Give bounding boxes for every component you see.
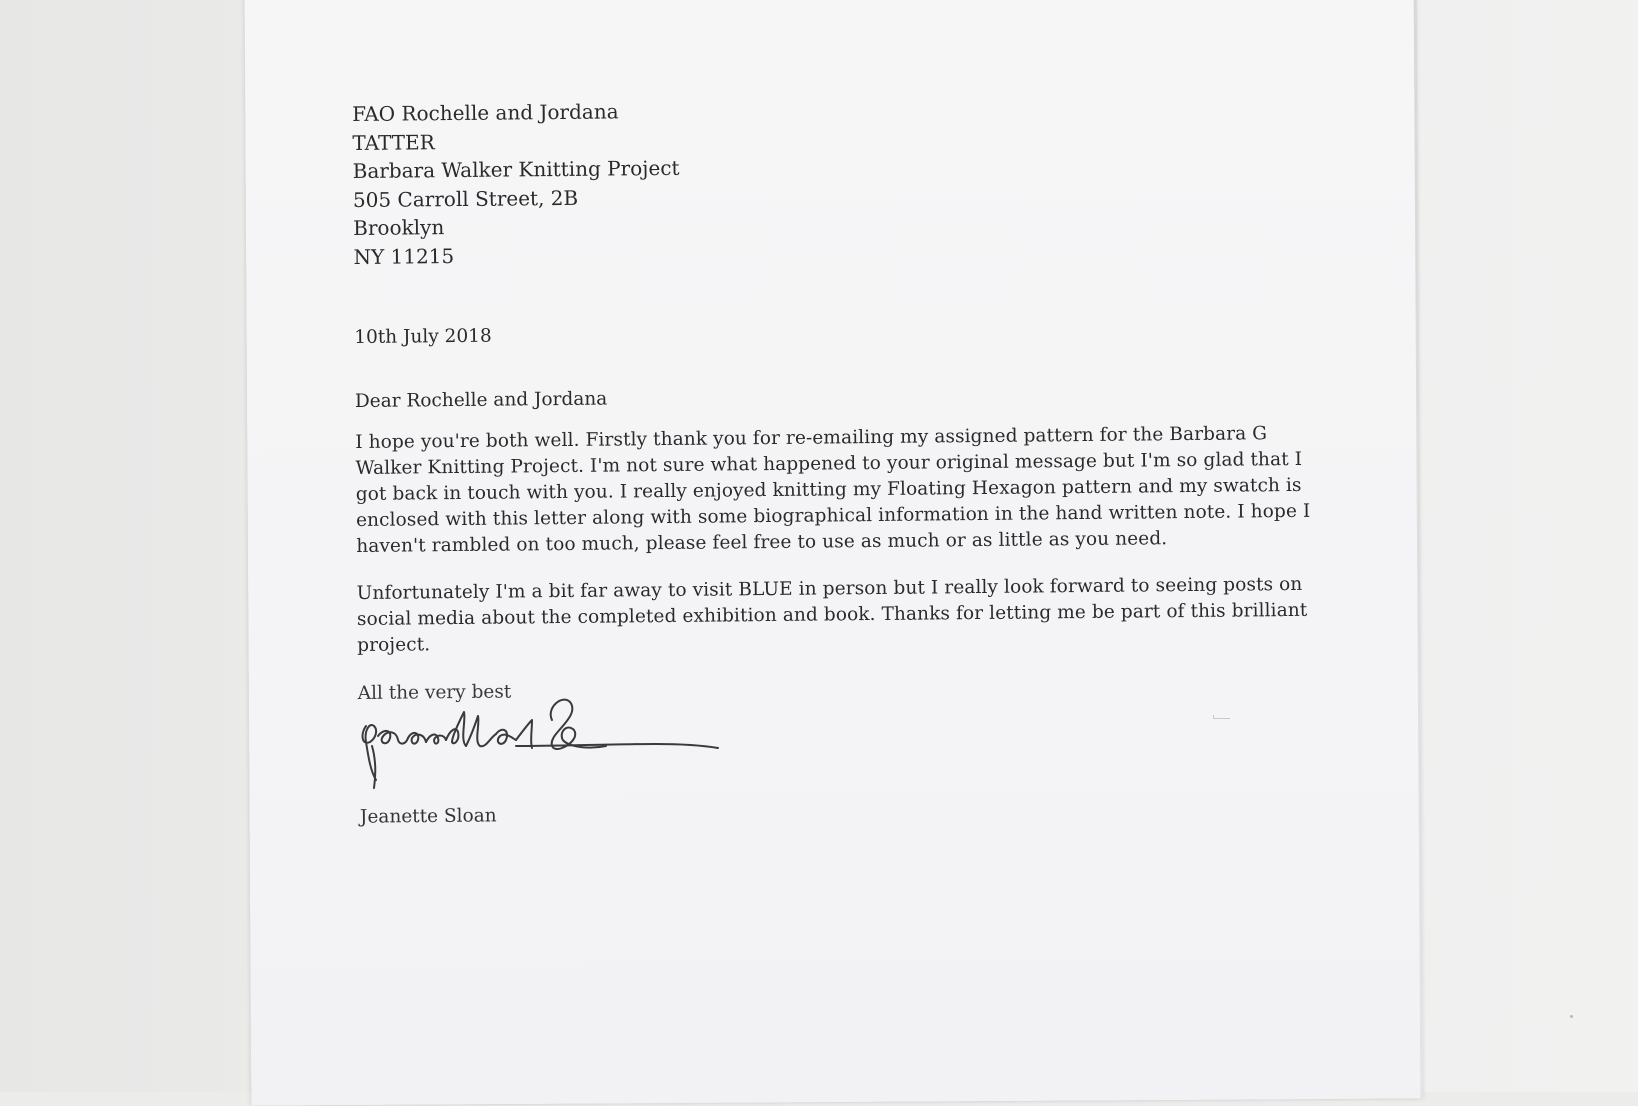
recipient-address [352,91,1334,271]
paper-mark [1213,715,1230,719]
body-paragraph-2: Unfortunately I'm a bit far away to visit BLUE in person but I really look forward to seeing posts on social media about the completed exhibition and book. Thanks for letting me be part of this brilliant project. [356,573,1308,656]
address-line: Barbara Walker Knitting Project [352,155,680,183]
address-line: Brooklyn [353,215,445,240]
surface-speck [1570,1015,1573,1018]
address-line: 505 Carroll Street, 2B [352,185,579,212]
letter-body [352,91,1338,704]
salutation: Dear Rochelle and Jordana [354,388,608,412]
signer-name: Jeanette Sloan [359,805,497,828]
signature-icon [356,690,746,810]
body-paragraph-1: I hope you're both well. Firstly thank you for re-emailing my assigned pattern for the Barbara G Walker Knitting Project. I'm not sure what happened to your original message but I'm so glad that I got back in touch with you. I really enjoyed knitting my Floating Hexagon pattern and my swatch is enclosed with this letter along with some biographical information in the hand written note. I hope I haven't rambled on too much, please feel free to use as much or as little as you need. [355,423,1311,557]
address-line: NY 11215 [353,243,455,269]
letter-date: 10th July 2018 [354,325,492,348]
address-line: FAO Rochelle and Jordana [352,99,619,126]
closing: All the very best [357,681,512,704]
address-line: TATTER [352,129,435,155]
